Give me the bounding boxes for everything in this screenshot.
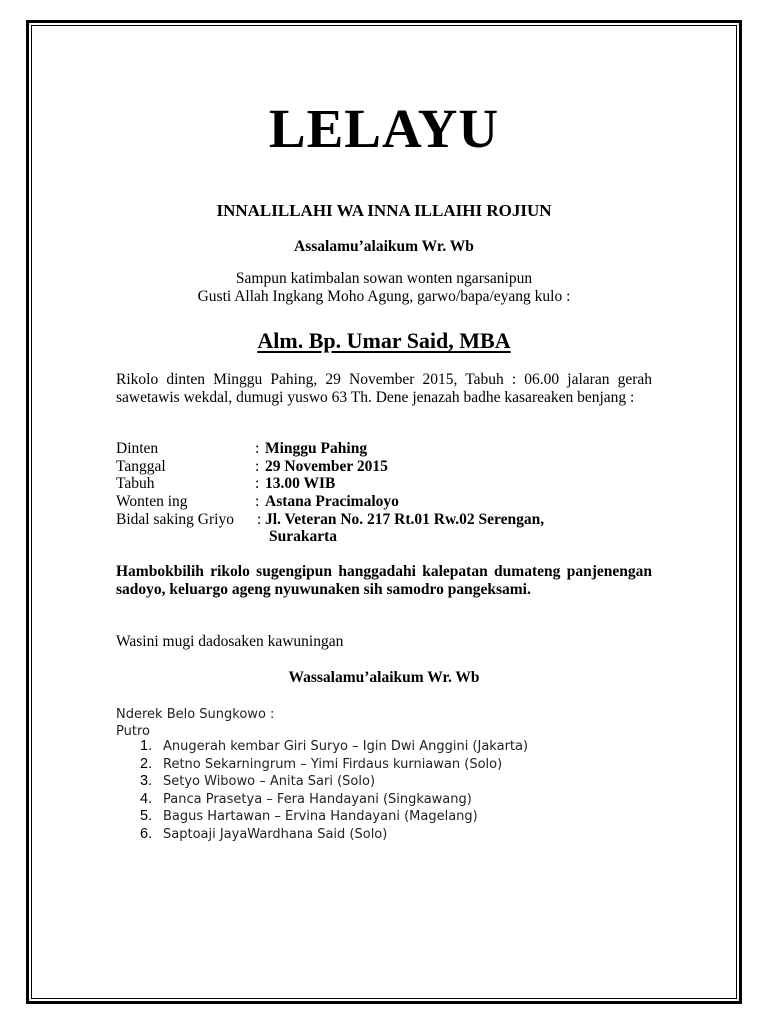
detail-separator: : (255, 475, 260, 493)
list-number: 3. (140, 773, 153, 789)
detail-label: Dinten (116, 440, 159, 457)
detail-label: Tanggal (116, 457, 166, 475)
announcement-paragraph: Rikolo dinten Minggu Pahing, 29 November 2015, Tabuh : 06.00 jalaran gerah sawetawis wekdal, dumugi yuswo 63 Th. Dene jenazah badhe kasareaken benjang : (116, 371, 652, 406)
detail-value: 13.00 WIB (265, 475, 336, 493)
children-label: Putro (116, 724, 150, 739)
detail-label: Tabuh (116, 475, 155, 493)
detail-value: Jl. Veteran No. 217 Rt.01 Rw.02 Serengan, (265, 510, 545, 528)
list-number: 2. (140, 755, 153, 772)
document-title: LELAYU (268, 98, 500, 159)
detail-value: 29 November 2015 (265, 457, 388, 475)
detail-label: Bidal saking Griyo (116, 510, 234, 528)
list-text: Bagus Hartawan – Ervina Handayani (Magelang) (163, 809, 478, 824)
list-text: Setyo Wibowo – Anita Sari (Solo) (163, 774, 376, 789)
detail-separator: : (255, 457, 260, 475)
list-number: 4. (140, 790, 153, 807)
list-text: Retno Sekarningrum – Yimi Firdaus kurniawan (Solo) (163, 756, 503, 772)
detail-value: Astana Pracimaloyo (265, 493, 399, 511)
list-number: 6. (140, 825, 153, 842)
mourners-label: Nderek Belo Sungkowo : (116, 707, 275, 722)
detail-separator: : (255, 440, 260, 457)
intro-text (0, 270, 768, 306)
closing-greeting: Wassalamu’alaikum Wr. Wb (288, 669, 480, 686)
list-text: Panca Prasetya – Fera Handayani (Singkawang) (163, 791, 472, 807)
intro-line-1: Sampun katimbalan sowan wonten ngarsanipun (235, 270, 533, 287)
list-number: 1. (140, 738, 153, 754)
list-text: Anugerah kembar Giri Suryo – Igin Dwi Anggini (Jakarta) (163, 739, 529, 754)
list-text: Saptoaji JayaWardhana Said (Solo) (163, 826, 388, 842)
detail-separator: : (257, 510, 262, 528)
notice-paragraph: Wasini mugi dadosaken kawuningan (116, 633, 344, 650)
list-number: 5. (140, 808, 153, 824)
opening-greeting: Assalamu’alaikum Wr. Wb (294, 238, 474, 255)
intro-line-2: Gusti Allah Ingkang Moho Agung, garwo/bapa/eyang kulo : (197, 288, 571, 305)
apology-paragraph: Hambokbilih rikolo sugengipun hanggadahi kalepatan dumateng panjenengan sadoyo, keluargo ageng nyuwunaken sih samodro pangeksami. (116, 563, 652, 598)
detail-value-continued: Surakarta (269, 528, 338, 546)
detail-label: Wonten ing (116, 493, 188, 511)
deceased-name (0, 327, 768, 355)
deceased-name-text: Alm. Bp. Umar Said, MBA (257, 328, 511, 353)
detail-separator: : (255, 493, 260, 511)
document-subtitle: INNALILLAHI WA INNA ILLAIHI ROJIUN (216, 201, 552, 220)
detail-value: Minggu Pahing (265, 440, 368, 457)
